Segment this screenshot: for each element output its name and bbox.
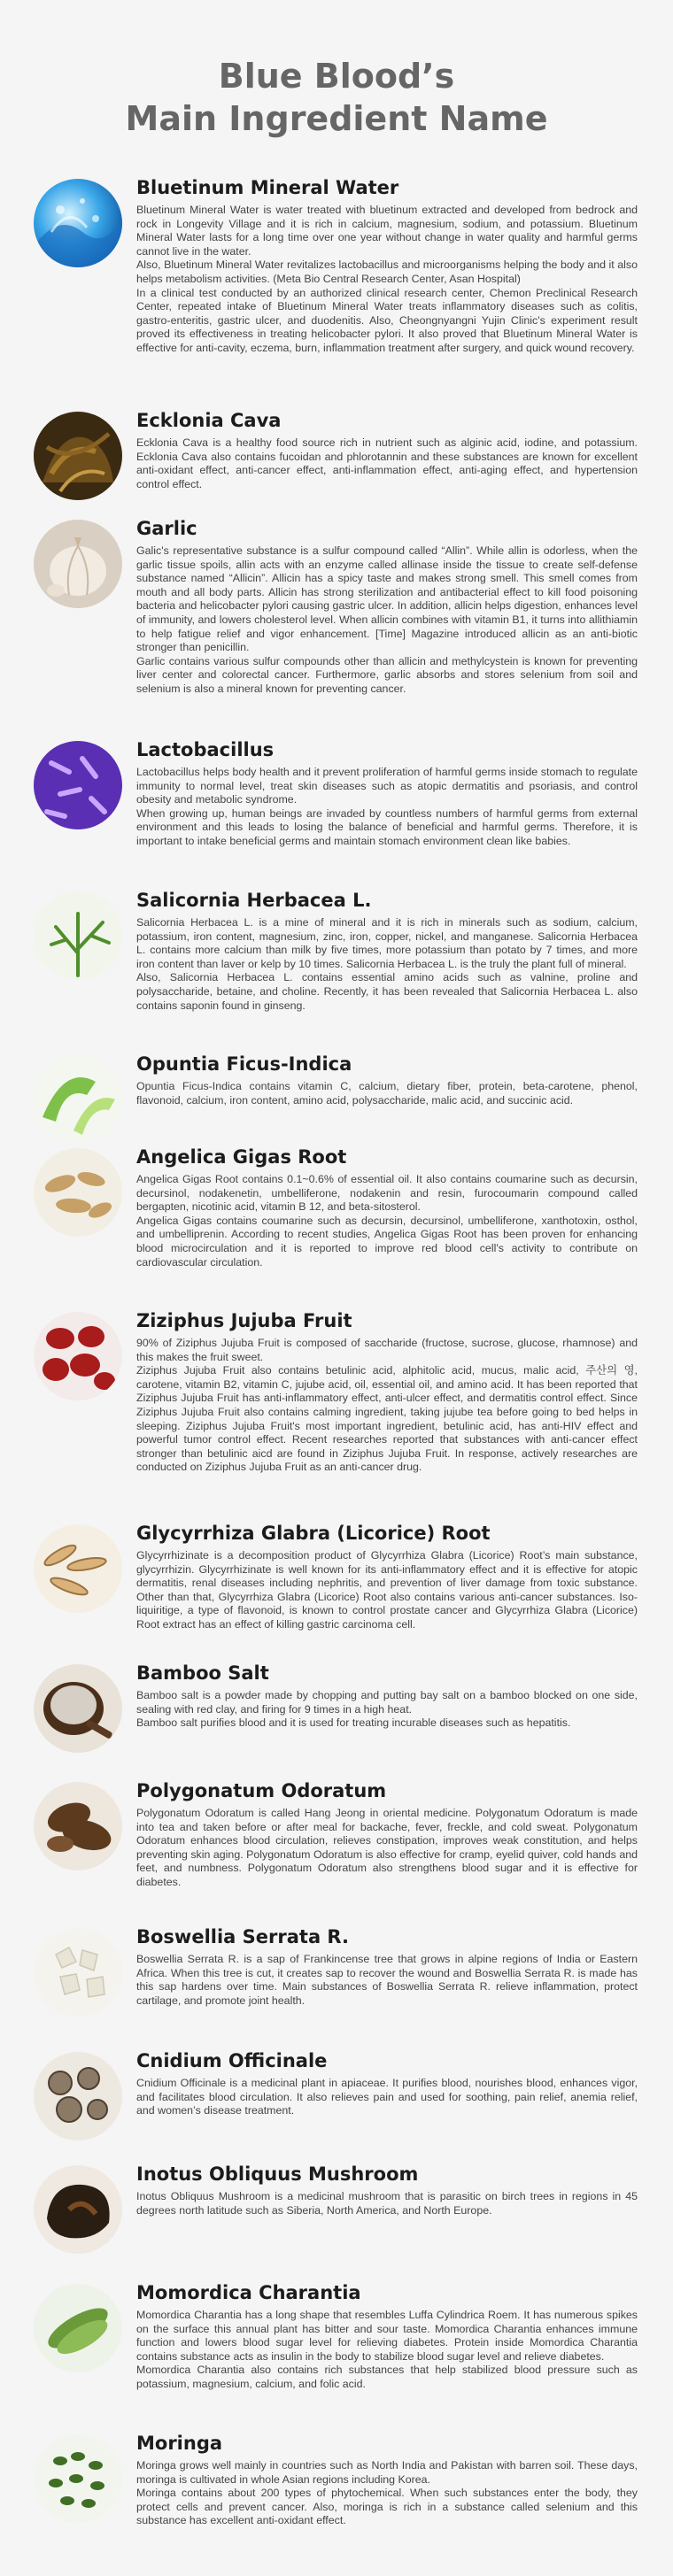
moringa-leaves-icon [34, 2434, 122, 2523]
ingredient-description: Polygonatum Odoratum is called Hang Jeong in oriental medicine. Polygonatum Odoratum is made into tea and taken before or after meal for backache, fever, freckle, and cold sweat. Polygonatum Odoratum enhances blood circulation, relieves constipation, improves weak constitution, and helps preventing skin aging. Polygonatum Odoratum is also effective for cramp, eyelid quiver, cold hands and feet, and numbness. Polygonatum Odoratum also strengthens blood sugar and it is effective for diabetes. [136, 1807, 638, 1888]
ingredient-item [0, 2156, 673, 2275]
herb-slices-icon [34, 2052, 122, 2140]
water-splash-icon [34, 179, 122, 267]
bitter-melon-icon [34, 2284, 122, 2372]
jujube-icon [34, 1312, 122, 1400]
ingredient-description: Glycyrrhizinate is a decomposition product of Glycyrrhiza Glabra (Licorice) Root’s main substance, glycyrrhizin. Glycyrrhizinate is well known for its anti-inflammatory effect and it is effective for atopic dermatitis, renal diseases including nephritis, and prevention of liver damage from toxic substance. Other than that, Glycyrrhiza Glabra (Licorice) Root also contains various anti-cancer substances. Iso-liquiritige, a type of flavonoid, is known to control prostate cancer and Glycyrrhiza Glabra (Licorice) Root extract has an effect of killing gastric carcinoma cell. [136, 1549, 638, 1631]
ingredient-item [0, 1046, 673, 1139]
ingredient-item [0, 732, 673, 883]
ingredient-name: Bamboo Salt [136, 1662, 269, 1684]
ingredient-item [0, 1773, 673, 1919]
ingredient-item [0, 1303, 673, 1516]
ingredient-item [0, 883, 673, 1046]
ingredient-name: Ecklonia Cava [136, 410, 282, 431]
ingredient-name: Bluetinum Mineral Water [136, 177, 399, 198]
resin-crystals-icon [34, 1928, 122, 2017]
ingredient-description: 90% of Ziziphus Jujuba Fruit is composed of saccharide (fructose, sucrose, glucose, rhamnose) and this makes the fruit sweet. Ziziphus Jujuba Fruit also contains betulinic acid, alphitolic acid, mucus, malic acid, 주산의 영, carotene, vitamin B2, vitamin C, jujube acid, oil, essential oil, and amino acid. It has been reported that Ziziphus Jujuba Fruit has anti-inflammatory effect, anti-ulcer effect, and dermatitis control effect. Since Ziziphus Jujuba Fruit also contains calming ingredient, taking jujube tea before going to bed helps in sleeping. Ziziphus Jujuba Fruit's most important ingredient, betulinic acid, has anti-HIV effect and powerful tumor control effect. Recent researches reported that substances with anti-cancer effect stronger than betulinic aicd are found in Ziziphus Jujuba Fruit. In response, actively researches are conducted on Ziziphus Jujuba Fruit as an anti-cancer drug. [136, 1337, 638, 1474]
ingredient-item [0, 403, 673, 511]
dried-root-icon [34, 1148, 122, 1237]
ingredient-item [0, 2043, 673, 2156]
ingredient-list [0, 170, 673, 2549]
ingredient-description: Inotus Obliquus Mushroom is a medicinal mushroom that is parasitic on birch trees in regions in 45 degrees north latitude such as Siberia, North America, and North Europe. [136, 2190, 638, 2217]
seaweed-icon [34, 412, 122, 500]
cactus-slice-icon [34, 1055, 122, 1144]
ingredient-name: Glycyrrhiza Glabra (Licorice) Root [136, 1523, 491, 1544]
page-title [0, 0, 673, 140]
ingredient-description: Bluetinum Mineral Water is water treated with bluetinum extracted and developed from bedrock and rock in Longevity Village and it is rich in calcium, magnesium, sodium, and potassium. Bluetinum Mineral Water lasts for a long time over one year without change in water quality and harmful germs cannot live in the water. Also, Bluetinum Mineral Water revitalizes lactobacillus and microorganisms helping the body and it also helps metabolism activities. (Meta Bio Central Research Center, Asan Hospital) In a clinical test conducted by an authorized clinical research center, Chemon Preclinical Research Center, repeated intake of Bluetinum Mineral Water treats inflammatory diseases such as colitis, gastro-enteritis, gastric ulcer, and duodenitis. Also, Cheongnyangni Yujin Clinic's experiment result proved its effectiveness in treating helicobacter pylori. It also proved that Bluetinum Mineral Water is effective for anti-cavity, eczema, burn, inflammation treatment after surgery, and quick wound recovery. [136, 204, 638, 354]
ingredient-description: Angelica Gigas Root contains 0.1~0.6% of essential oil. It also contains coumarine such as decursin, decursinol, nodakenetin, umbelliferone, nodakenin and resin, furocoumarin compound called bergapten, nicotinic acid, vitamin B 12, and beta-sitosterol. Angelica Gigas contains coumarine such as decursin, decursinol, umbelliferone, xanthotoxin, osthol, and umbelliprenin. According to recent studies, Angelica Gigas Root has been proven for enhancing blood microcirculation and it is reported to improve red blood cell's activity to contribute on cardiovascular circulation. [136, 1173, 638, 1269]
ingredient-name: Cnidium Officinale [136, 2050, 328, 2071]
ingredient-description: Bamboo salt is a powder made by chopping and putting bay salt on a bamboo blocked on one side, sealing with red clay, and firing for 9 times in a high heat. Bamboo salt purifies blood and it is used for treating incurable diseases such as hepatitis. [136, 1689, 638, 1730]
ingredient-item [0, 2426, 673, 2549]
ingredient-description: Ecklonia Cava is a healthy food source rich in nutrient such as alginic acid, iodine, and potassium. Ecklonia Cava also contains fucoidan and phlorotannin and these substances are known for excellent anti-oxidant effect, anti-cancer effect, anti-inflammation effect, anti-aging effect, and hypertension control effect. [136, 436, 638, 490]
root-bundle-icon [34, 1782, 122, 1870]
ingredient-name: Salicornia Herbacea L. [136, 890, 372, 911]
ingredient-name: Polygonatum Odoratum [136, 1780, 387, 1801]
ingredient-item [0, 1655, 673, 1773]
ingredient-item [0, 1516, 673, 1655]
ingredient-name: Ziziphus Jujuba Fruit [136, 1310, 352, 1331]
ingredient-description: Salicornia Herbacea L. is a mine of mineral and it is rich in minerals such as sodium, calcium, potassium, iron content, magnesium, zinc, iron, copper, nickel, and manganese. Salicornia Herbacea L. contains more calcium than milk by five times, more potassium than potato by 7 times, and more iron content than laver or kelp by 10 times. Salicornia Herbacea L. is the truly the plant full of mineral. Also, Salicornia Herbacea L. contains essential amino acids such as valnine, proline and polysaccharide, betaine, and choline. Recently, it has been revealed that Salicornia Herbacea L. also contains saponin found in ginseng. [136, 916, 638, 1012]
page-title-line-2: Main Ingredient Name [125, 99, 548, 138]
ingredient-item [0, 511, 673, 732]
ingredient-item [0, 2275, 673, 2426]
ingredient-description: Lactobacillus helps body health and it prevent proliferation of harmful germs inside stomach to regulate immunity to normal level, treat skin diseases such as atopic dermatitis and psoriasis, and control obesity and metabolic syndrome. When growing up, human beings are invaded by countless numbers of harmful germs from external environment and this leads to losing the balance of beneficial and harmful germs. Therefore, it is important to intake beneficial germs and maintain stomach environment clean like babies. [136, 766, 638, 847]
licorice-slices-icon [34, 1524, 122, 1613]
ingredient-name: Momordica Charantia [136, 2282, 361, 2303]
ingredient-description: Cnidium Officinale is a medicinal plant in apiaceae. It purifies blood, nourishes blood, enhances vigor, and facilitates blood circulation. It also relieves pain and used for soothing, pain relief, anemia relief, and women’s disease treatment. [136, 2077, 638, 2117]
ingredient-name: Boswellia Serrata R. [136, 1926, 349, 1947]
ingredient-item [0, 1919, 673, 2043]
ingredient-item [0, 170, 673, 403]
ingredient-description: Momordica Charantia has a long shape that resembles Luffa Cylindrica Roem. It has numerous spikes on the surface this annual plant has bitter and sour taste. Momordica Charantia enhances immune function and lowers blood sugar level for relieving diabetes. Protein inside Momordica Charantia contains substance acts as insulin in the body to stabilize blood sugar level and relieve diabetes. Momordica Charantia also contains rich substances that help stabilized blood pressure such as potassium, magnesium, calcium, and folic acid. [136, 2309, 638, 2390]
ingredient-description: Boswellia Serrata R. is a sap of Frankincense tree that grows in alpine regions of India or Eastern Africa. When this tree is cut, it creates sap to recover the wound and Boswellia Serrata R. is made has this sap hardens over time. Main substances of Boswellia Serrata R. relieve inflammation, protect cartilage, and promote joint health. [136, 1953, 638, 2007]
ingredient-name: Inotus Obliquus Mushroom [136, 2163, 419, 2185]
ingredient-name: Moringa [136, 2433, 223, 2454]
ingredient-description: Opuntia Ficus-Indica contains vitamin C, calcium, dietary fiber, protein, beta-carotene, phenol, flavonoid, calcium, iron content, amino acid, polysaccharide, malic acid, and succinic acid. [136, 1080, 638, 1107]
ingredient-name: Lactobacillus [136, 739, 275, 760]
page-title-line-1: Blue Blood’s [218, 57, 455, 96]
mushroom-chunk-icon [34, 2165, 122, 2254]
ingredient-item [0, 1139, 673, 1303]
ingredient-description: Moringa grows well mainly in countries such as North India and Pakistan with barren soil. These days, moringa is cultivated in whole Asian regions including Korea. Moringa contains about 200 types of phytochemical. When such substances enter the body, they protect cells and prevent cancer. Also, moringa is rich in a substance called selenium and this substance has excellent anti-oxidant effect. [136, 2459, 638, 2527]
salicornia-plant-icon [34, 891, 122, 980]
ingredient-name: Angelica Gigas Root [136, 1146, 347, 1168]
bacteria-icon [34, 741, 122, 829]
salt-bowl-icon [34, 1664, 122, 1753]
ingredient-description: Galic's representative substance is a sulfur compound called “Allin”. While allin is odorless, when the garlic tissue spoils, allin acts with an enzyme called allinase inside the tissue to create self-defense substance named “Allicin”. Allicin has a spicy taste and makes strong smell. This smell comes from mouth and all body parts. Allicin has strong sterilization and antibacterial effect to kill food poisoning bacteria and helicobacter pylori causing gastric ulcer. In addition, allicin helps digestion, enhances level of immunity, and lowers cholesterol level. When allicin combines with vitamin B1, it turns into allithiamin to help fatigue relief and vigor enhancement. [Time] Magazine introduced allicin as an anti-biotic stronger than penicillin. Garlic contains various sulfur compounds other than allicin and methylcystein is known for preventing liver center and colorectal cancer. Furthermore, garlic absorbs and stores selenium from soil and selenium is also a mineral known for preventing cancer. [136, 544, 638, 695]
ingredient-name: Opuntia Ficus-Indica [136, 1053, 352, 1075]
ingredient-name: Garlic [136, 518, 197, 539]
garlic-icon [34, 520, 122, 608]
